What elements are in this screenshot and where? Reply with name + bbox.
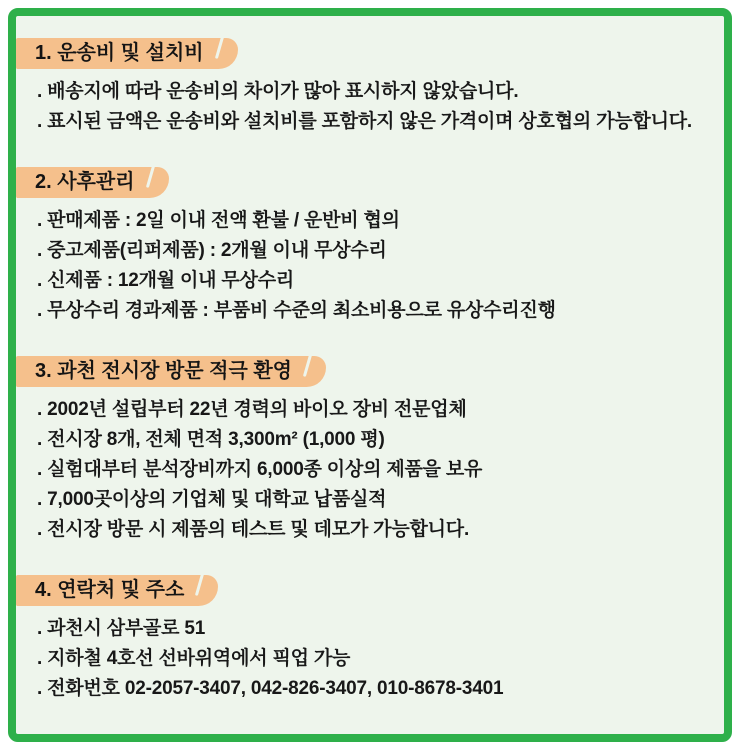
green-border-panel [8,8,732,742]
bullet-item: . 무상수리 경과제품 : 부품비 수준의 최소비용으로 유상수리진행 [37,300,556,321]
bullet-list [16,614,724,704]
bullet-item: . 중고제품(리퍼제품) : 2개월 이내 무상수리 [37,240,387,261]
section-showroom-visit [16,356,724,545]
section-title-tag: 1. 운송비 및 설치비 [16,38,238,69]
bullet-item: . 7,000곳이상의 기업체 및 대학교 납품실적 [37,489,387,510]
section-title-tag: 3. 과천 전시장 방문 적극 환영 [16,356,326,387]
section-title-tag: 4. 연락처 및 주소 [16,575,218,606]
section-shipping-install [16,38,724,137]
bullet-item: . 전시장 방문 시 제품의 테스트 및 데모가 가능합니다. [37,519,470,540]
bullet-item: . 과천시 삼부골로 51 [37,618,206,639]
bullet-item: . 신제품 : 12개월 이내 무상수리 [37,270,295,291]
section-after-service [16,167,724,326]
bullet-item: . 전시장 8개, 전체 면적 3,300m² (1,000 평) [37,429,385,450]
section-contact-address [16,575,724,704]
notice-content [16,16,724,704]
bullet-list [16,77,724,137]
bullet-list [16,395,724,545]
bullet-item: . 전화번호 02-2057-3407, 042-826-3407, 010-8678-3401 [37,678,504,699]
section-title-tag: 2. 사후관리 [16,167,169,198]
bullet-item: . 판매제품 : 2일 이내 전액 환불 / 운반비 협의 [37,210,400,231]
bullet-list [16,206,724,326]
bullet-item: . 2002년 설립부터 22년 경력의 바이오 장비 전문업체 [37,399,467,420]
bullet-item: . 지하철 4호선 선바위역에서 픽업 가능 [37,648,351,669]
bullet-item: . 표시된 금액은 운송비와 설치비를 포함하지 않은 가격이며 상호협의 가능합니다. [37,111,692,132]
bullet-item: . 배송지에 따라 운송비의 차이가 많아 표시하지 않았습니다. [37,81,519,102]
bullet-item: . 실험대부터 분석장비까지 6,000종 이상의 제품을 보유 [37,459,483,480]
